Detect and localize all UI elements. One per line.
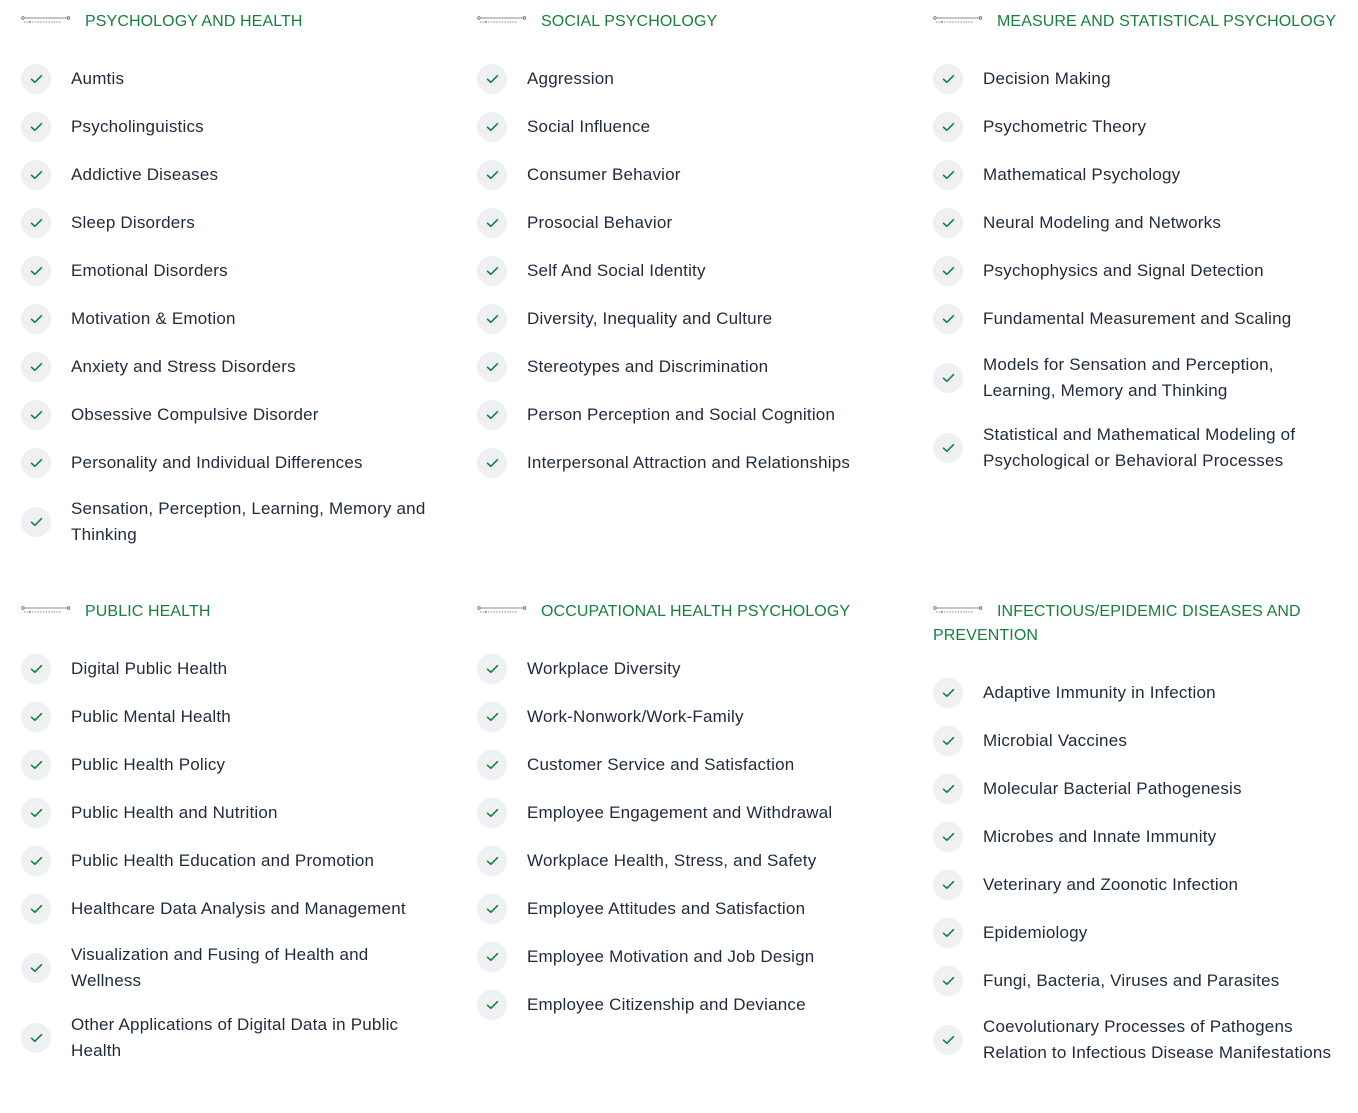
- list-item: [477, 208, 897, 238]
- check-icon: [933, 433, 963, 463]
- check-icon: [21, 750, 51, 780]
- list-item: [21, 304, 441, 334]
- item-label: Stereotypes and Discrimination: [527, 357, 769, 376]
- check-icon: [21, 894, 51, 924]
- list-item: [933, 208, 1348, 238]
- item-label: Microbes and Innate Immunity: [983, 827, 1217, 846]
- section-title: [933, 10, 1348, 34]
- check-icon: [933, 678, 963, 708]
- item-label: Visualization and Fusing of Health and Wellness: [71, 945, 369, 990]
- list-item: [21, 112, 441, 142]
- item-label: Psycholinguistics: [71, 117, 204, 136]
- list-item: [933, 822, 1348, 852]
- section-title-text: INFECTIOUS/EPIDEMIC DISEASES AND PREVENTION: [933, 603, 1301, 644]
- check-icon: [21, 846, 51, 876]
- check-icon: [477, 400, 507, 430]
- section-title: [477, 600, 897, 624]
- check-icon: [933, 870, 963, 900]
- list-item: [933, 256, 1348, 286]
- list-item: [933, 304, 1348, 334]
- list-item: [21, 496, 441, 548]
- item-label: Employee Motivation and Job Design: [527, 947, 815, 966]
- check-icon: [21, 112, 51, 142]
- list-item: [933, 352, 1348, 404]
- list-item: [21, 352, 441, 382]
- check-icon: [21, 1023, 51, 1053]
- circuit-line-icon: [933, 15, 983, 25]
- list-item: [933, 1014, 1348, 1066]
- item-label: Diversity, Inequality and Culture: [527, 309, 773, 328]
- check-icon: [477, 654, 507, 684]
- check-icon: [21, 953, 51, 983]
- check-icon: [933, 64, 963, 94]
- list-item: [477, 400, 897, 430]
- check-icon: [21, 304, 51, 334]
- check-icon: [21, 654, 51, 684]
- check-icon: [477, 798, 507, 828]
- list-item: [477, 702, 897, 732]
- list-item: [21, 894, 441, 924]
- check-icon: [477, 352, 507, 382]
- check-icon: [21, 798, 51, 828]
- section-measure-and-statistical-psychology: [933, 10, 1348, 492]
- item-label: Decision Making: [983, 69, 1111, 88]
- item-label: Anxiety and Stress Disorders: [71, 357, 296, 376]
- check-icon: [477, 304, 507, 334]
- check-icon: [477, 990, 507, 1020]
- item-label: Employee Engagement and Withdrawal: [527, 803, 833, 822]
- check-icon: [21, 256, 51, 286]
- item-label: Social Influence: [527, 117, 651, 136]
- item-label: Obsessive Compulsive Disorder: [71, 405, 319, 424]
- item-label: Aumtis: [71, 69, 125, 88]
- item-label: Employee Citizenship and Deviance: [527, 995, 806, 1014]
- section-title-text: PSYCHOLOGY AND HEALTH: [85, 13, 303, 30]
- list-item: [21, 750, 441, 780]
- check-icon: [933, 822, 963, 852]
- item-label: Addictive Diseases: [71, 165, 219, 184]
- topic-list: [477, 654, 897, 1020]
- list-item: [933, 726, 1348, 756]
- list-item: [21, 702, 441, 732]
- list-item: [477, 750, 897, 780]
- section-title-text: SOCIAL PSYCHOLOGY: [541, 13, 718, 30]
- check-icon: [21, 448, 51, 478]
- circuit-line-icon: [477, 15, 527, 25]
- check-icon: [933, 208, 963, 238]
- item-label: Public Health and Nutrition: [71, 803, 278, 822]
- circuit-line-icon: [477, 605, 527, 615]
- item-label: Motivation & Emotion: [71, 309, 236, 328]
- item-label: Coevolutionary Processes of Pathogens Relation to Infectious Disease Manifestations: [983, 1017, 1332, 1062]
- check-icon: [477, 112, 507, 142]
- list-item: [477, 654, 897, 684]
- check-icon: [21, 160, 51, 190]
- list-item: [477, 112, 897, 142]
- check-icon: [21, 400, 51, 430]
- item-label: Employee Attitudes and Satisfaction: [527, 899, 806, 918]
- item-label: Sensation, Perception, Learning, Memory and Thinking: [71, 499, 426, 544]
- circuit-line-icon: [21, 15, 71, 25]
- list-item: [477, 160, 897, 190]
- check-icon: [933, 966, 963, 996]
- list-item: [21, 1012, 441, 1064]
- check-icon: [21, 507, 51, 537]
- list-item: [21, 64, 441, 94]
- section-title-text: PUBLIC HEALTH: [85, 603, 211, 620]
- section-occupational-health-psychology: [477, 600, 897, 1038]
- section-title: [21, 10, 441, 34]
- list-item: [477, 990, 897, 1020]
- circuit-line-icon: [933, 605, 983, 615]
- check-icon: [933, 256, 963, 286]
- check-icon: [477, 702, 507, 732]
- item-label: Consumer Behavior: [527, 165, 681, 184]
- check-icon: [21, 352, 51, 382]
- item-label: Person Perception and Social Cognition: [527, 405, 836, 424]
- item-label: Aggression: [527, 69, 615, 88]
- list-item: [933, 160, 1348, 190]
- check-icon: [477, 448, 507, 478]
- item-label: Psychometric Theory: [983, 117, 1147, 136]
- list-item: [477, 798, 897, 828]
- section-title: [477, 10, 897, 34]
- item-label: Microbial Vaccines: [983, 731, 1128, 750]
- section-psychology-and-health: [21, 10, 441, 566]
- item-label: Interpersonal Attraction and Relationships: [527, 453, 851, 472]
- item-label: Fundamental Measurement and Scaling: [983, 309, 1292, 328]
- item-label: Fungi, Bacteria, Viruses and Parasites: [983, 971, 1280, 990]
- list-item: [21, 654, 441, 684]
- item-label: Veterinary and Zoonotic Infection: [983, 875, 1239, 894]
- list-item: [21, 798, 441, 828]
- section-social-psychology: [477, 10, 897, 496]
- list-item: [933, 64, 1348, 94]
- list-item: [477, 942, 897, 972]
- list-item: [477, 352, 897, 382]
- check-icon: [933, 160, 963, 190]
- check-icon: [477, 942, 507, 972]
- list-item: [933, 918, 1348, 948]
- item-label: Psychophysics and Signal Detection: [983, 261, 1264, 280]
- item-label: Public Health Policy: [71, 755, 226, 774]
- list-item: [933, 422, 1348, 474]
- item-label: Models for Sensation and Perception, Learning, Memory and Thinking: [983, 355, 1274, 400]
- check-icon: [477, 256, 507, 286]
- list-item: [21, 448, 441, 478]
- item-label: Workplace Diversity: [527, 659, 681, 678]
- list-item: [477, 304, 897, 334]
- topic-list: [477, 64, 897, 478]
- list-item: [21, 846, 441, 876]
- item-label: Self And Social Identity: [527, 261, 706, 280]
- item-label: Healthcare Data Analysis and Management: [71, 899, 406, 918]
- list-item: [21, 256, 441, 286]
- topic-list: [933, 678, 1348, 1066]
- item-label: Work-Nonwork/Work-Family: [527, 707, 744, 726]
- list-item: [477, 256, 897, 286]
- list-item: [933, 112, 1348, 142]
- item-label: Public Health Education and Promotion: [71, 851, 375, 870]
- item-label: Workplace Health, Stress, and Safety: [527, 851, 817, 870]
- item-label: Digital Public Health: [71, 659, 228, 678]
- section-public-health: [21, 600, 441, 1082]
- check-icon: [477, 750, 507, 780]
- item-label: Prosocial Behavior: [527, 213, 673, 232]
- check-icon: [933, 726, 963, 756]
- item-label: Neural Modeling and Networks: [983, 213, 1222, 232]
- check-icon: [933, 918, 963, 948]
- section-infectious-epidemic-diseases-and-prevention: [933, 600, 1348, 1084]
- check-icon: [477, 846, 507, 876]
- list-item: [477, 448, 897, 478]
- section-title: [933, 600, 1348, 648]
- list-item: [477, 894, 897, 924]
- item-label: Sleep Disorders: [71, 213, 195, 232]
- section-title: [21, 600, 441, 624]
- item-label: Mathematical Psychology: [983, 165, 1181, 184]
- list-item: [21, 942, 441, 994]
- check-icon: [21, 702, 51, 732]
- check-icon: [933, 304, 963, 334]
- item-label: Adaptive Immunity in Infection: [983, 683, 1216, 702]
- item-label: Other Applications of Digital Data in Public Health: [71, 1015, 399, 1060]
- check-icon: [477, 64, 507, 94]
- topic-list: [933, 64, 1348, 474]
- list-item: [933, 774, 1348, 804]
- check-icon: [21, 208, 51, 238]
- list-item: [21, 160, 441, 190]
- check-icon: [933, 112, 963, 142]
- topic-list: [21, 654, 441, 1064]
- list-item: [21, 400, 441, 430]
- check-icon: [477, 208, 507, 238]
- item-label: Customer Service and Satisfaction: [527, 755, 795, 774]
- list-item: [477, 64, 897, 94]
- check-icon: [477, 160, 507, 190]
- check-icon: [933, 363, 963, 393]
- list-item: [933, 966, 1348, 996]
- item-label: Molecular Bacterial Pathogenesis: [983, 779, 1242, 798]
- topic-list: [21, 64, 441, 548]
- item-label: Personality and Individual Differences: [71, 453, 363, 472]
- section-title-text: MEASURE AND STATISTICAL PSYCHOLOGY: [997, 13, 1337, 30]
- list-item: [933, 678, 1348, 708]
- check-icon: [933, 1025, 963, 1055]
- check-icon: [21, 64, 51, 94]
- item-label: Public Mental Health: [71, 707, 231, 726]
- list-item: [933, 870, 1348, 900]
- check-icon: [477, 894, 507, 924]
- item-label: Statistical and Mathematical Modeling of Psychological or Behavioral Processes: [983, 425, 1296, 470]
- section-title-text: OCCUPATIONAL HEALTH PSYCHOLOGY: [541, 603, 851, 620]
- check-icon: [933, 774, 963, 804]
- list-item: [477, 846, 897, 876]
- circuit-line-icon: [21, 605, 71, 615]
- item-label: Emotional Disorders: [71, 261, 228, 280]
- list-item: [21, 208, 441, 238]
- item-label: Epidemiology: [983, 923, 1088, 942]
